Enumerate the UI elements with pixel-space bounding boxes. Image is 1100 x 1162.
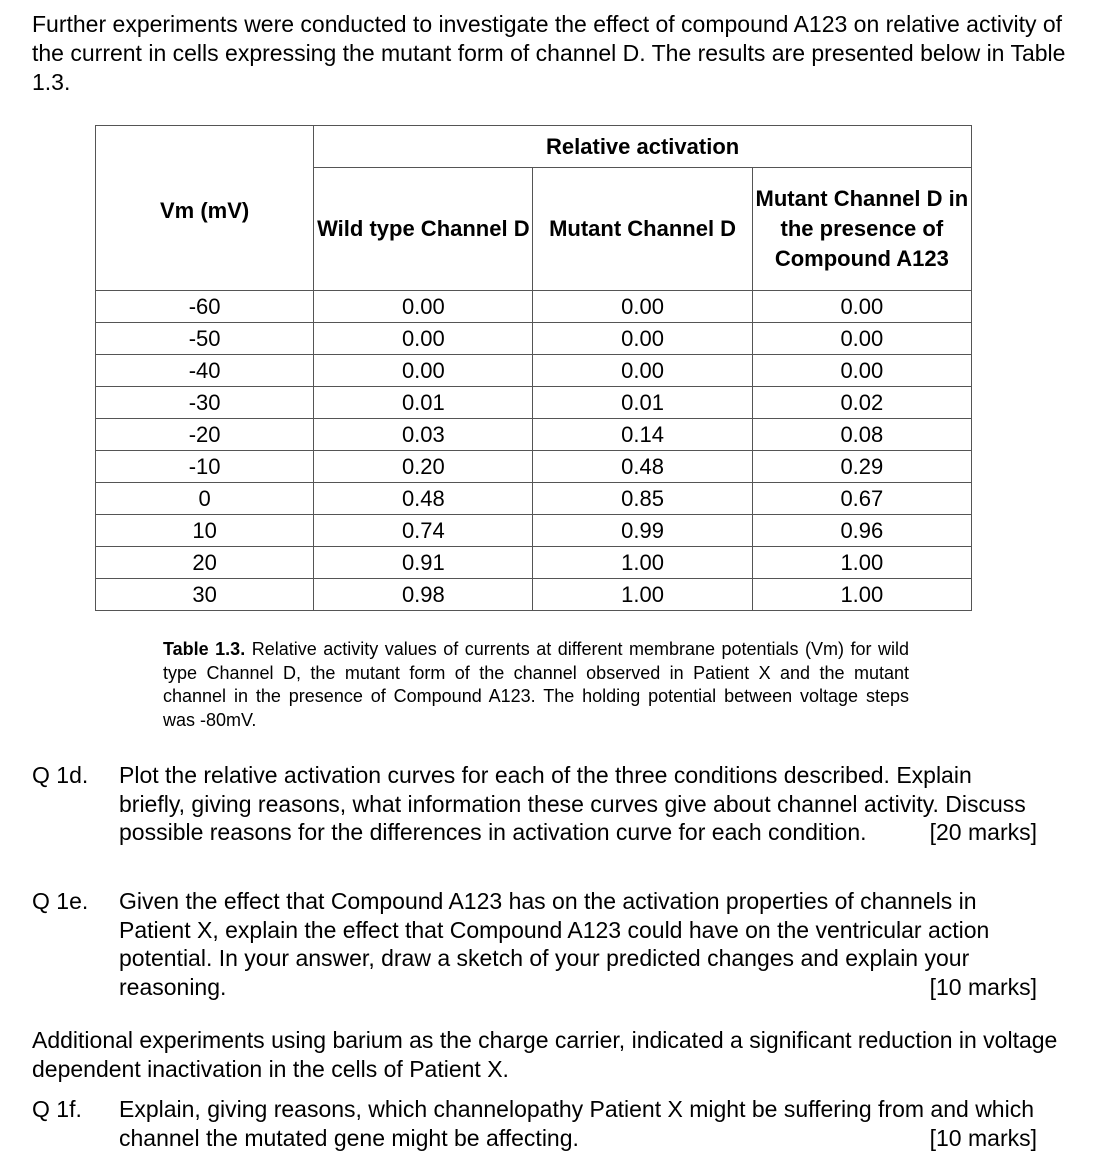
cell-mutant-compound: 1.00	[752, 547, 971, 579]
cell-mutant: 0.14	[533, 419, 752, 451]
table-row	[96, 355, 972, 387]
caption-text: Relative activity values of currents at different membrane potentials (Vm) for wild type Channel D, the mutant form of the channel observed in Patient X and the mutant channel in the presence of Compound A123. The holding potential between voltage steps was -80mV.	[163, 639, 910, 730]
relative-activation-table	[95, 125, 972, 611]
table-row	[96, 387, 972, 419]
question-marks: [10 marks]	[929, 1124, 1037, 1151]
cell-vm: -60	[96, 291, 314, 323]
cell-wild-type: 0.00	[314, 355, 533, 387]
cell-vm: -20	[96, 419, 314, 451]
cell-mutant-compound: 0.67	[752, 483, 971, 515]
header-mutant-compound: Mutant Channel D in the presence of Compound A123	[752, 168, 971, 291]
question-1d	[32, 761, 1037, 847]
table-row	[96, 547, 972, 579]
cell-mutant: 0.48	[533, 451, 752, 483]
table-row	[96, 515, 972, 547]
question-1f	[32, 1095, 1037, 1152]
cell-wild-type: 0.74	[314, 515, 533, 547]
question-marks: [10 marks]	[929, 973, 1037, 1000]
table-row	[96, 579, 972, 611]
cell-mutant-compound: 0.08	[752, 419, 971, 451]
cell-vm: 0	[96, 483, 314, 515]
cell-mutant: 0.00	[533, 323, 752, 355]
cell-wild-type: 0.00	[314, 323, 533, 355]
table-row	[96, 451, 972, 483]
table-row	[96, 419, 972, 451]
caption-label: Table 1.3.	[163, 639, 246, 659]
table-row	[96, 323, 972, 355]
cell-wild-type: 0.48	[314, 483, 533, 515]
cell-wild-type: 0.20	[314, 451, 533, 483]
cell-mutant: 0.01	[533, 387, 752, 419]
question-1e	[32, 887, 1037, 1001]
question-number: Q 1f.	[32, 1096, 82, 1122]
table-body	[96, 291, 972, 611]
question-text: Plot the relative activation curves for each of the three conditions described. Explain briefly, giving reasons, what information these curves give about channel activity. Discuss possible reasons for the differences in activation curve for each condition.	[119, 762, 1026, 845]
cell-mutant: 1.00	[533, 579, 752, 611]
header-vm: Vm (mV)	[96, 126, 314, 291]
cell-mutant-compound: 0.00	[752, 323, 971, 355]
cell-vm: -10	[96, 451, 314, 483]
table-row	[96, 483, 972, 515]
question-number: Q 1e.	[32, 888, 89, 914]
table-caption	[163, 638, 909, 732]
additional-paragraph: Additional experiments using barium as the charge carrier, indicated a significant reduction in voltage dependent inactivation in the cells of Patient X.	[32, 1027, 1058, 1082]
cell-vm: 10	[96, 515, 314, 547]
cell-wild-type: 0.03	[314, 419, 533, 451]
cell-wild-type: 0.98	[314, 579, 533, 611]
intro-paragraph: Further experiments were conducted to investigate the effect of compound A123 on relative activity of the current in cells expressing the mutant form of channel D. The results are presented below in Table 1.3.	[32, 11, 1066, 95]
cell-mutant-compound: 0.29	[752, 451, 971, 483]
question-marks: [20 marks]	[929, 819, 1037, 845]
cell-mutant: 0.85	[533, 483, 752, 515]
cell-mutant-compound: 1.00	[752, 579, 971, 611]
cell-mutant: 1.00	[533, 547, 752, 579]
cell-mutant-compound: 0.02	[752, 387, 971, 419]
cell-mutant-compound: 0.00	[752, 355, 971, 387]
cell-wild-type: 0.01	[314, 387, 533, 419]
cell-mutant: 0.99	[533, 515, 752, 547]
cell-vm: 20	[96, 547, 314, 579]
header-wild-type: Wild type Channel D	[314, 168, 533, 291]
header-mutant: Mutant Channel D	[533, 168, 752, 291]
cell-vm: -40	[96, 355, 314, 387]
cell-mutant: 0.00	[533, 291, 752, 323]
cell-mutant-compound: 0.96	[752, 515, 971, 547]
cell-wild-type: 0.00	[314, 291, 533, 323]
cell-vm: -30	[96, 387, 314, 419]
cell-vm: -50	[96, 323, 314, 355]
question-text: Given the effect that Compound A123 has on the activation properties of channels in Patient X, explain the effect that Compound A123 could have on the ventricular action potential. In your answer, draw a sketch of your predicted changes and explain your reasoning.	[119, 888, 990, 1000]
cell-mutant: 0.00	[533, 355, 752, 387]
header-relative-activation: Relative activation	[314, 126, 972, 168]
question-number: Q 1d.	[32, 762, 89, 788]
cell-vm: 30	[96, 579, 314, 611]
table-row	[96, 291, 972, 323]
cell-wild-type: 0.91	[314, 547, 533, 579]
cell-mutant-compound: 0.00	[752, 291, 971, 323]
question-text: Explain, giving reasons, which channelopathy Patient X might be suffering from and which channel the mutated gene might be affecting.	[119, 1096, 1034, 1151]
